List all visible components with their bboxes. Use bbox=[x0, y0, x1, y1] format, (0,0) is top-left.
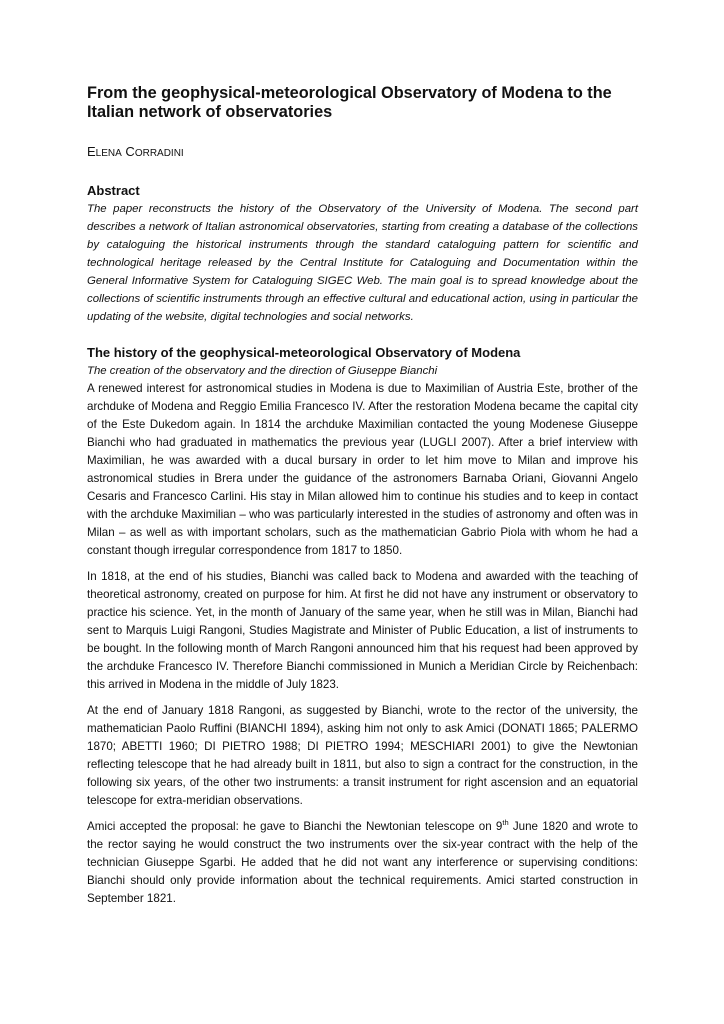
author-first-initial: E bbox=[87, 144, 96, 159]
citation-abetti-rest: BETTI bbox=[129, 740, 163, 753]
author-first-rest: LENA bbox=[95, 148, 122, 159]
citation-lugli-rest: UGLI bbox=[429, 436, 457, 449]
citation-donati-year: 1865; bbox=[544, 722, 582, 735]
paragraph-1 bbox=[87, 380, 638, 560]
paragraph-4 bbox=[87, 818, 638, 908]
citation-abetti-initial: A bbox=[121, 740, 130, 753]
author-last-initial: C bbox=[125, 144, 135, 159]
citation-lugli-initial: L bbox=[423, 436, 430, 449]
citation-bianchi-year: 1894), asking him not only to ask Amici ( bbox=[286, 722, 502, 735]
citation-palermo-initial: P bbox=[581, 722, 590, 735]
paper-title: From the geophysical-meteorological Observatory of Modena to the Italian network of observatories bbox=[87, 84, 612, 121]
citation-bianchi-initial: B bbox=[239, 722, 248, 735]
citation-dipietro-1994-initial-2: P bbox=[325, 740, 333, 753]
citation-meschiari-initial: M bbox=[410, 740, 420, 753]
paragraph-4-part-b: June 1820 and wrote to the rector saying he would construct the two instruments over the six-year contract with the help of the technician Giuseppe Sgarbi. He added that he did not want any interference or supervising conditions: Bianchi should only provide information about the technical requirements. Amici started construction in September 1821. bbox=[87, 820, 639, 905]
section-heading: The history of the geophysical-meteorological Observatory of Modena bbox=[87, 345, 521, 360]
paragraph-3 bbox=[87, 702, 638, 810]
citation-donati-rest: ONATI bbox=[510, 722, 545, 735]
citation-dipietro-1994-rest: I bbox=[315, 740, 326, 753]
paper-page bbox=[87, 84, 638, 916]
citation-dipietro-1988-initial-2: P bbox=[222, 740, 230, 753]
citation-dipietro-1988-initial: D bbox=[204, 740, 213, 753]
citation-donati-initial: D bbox=[501, 722, 511, 735]
abstract-heading: Abstract bbox=[87, 183, 140, 198]
section-subheading: The creation of the observatory and the direction of Giuseppe Bianchi bbox=[87, 365, 438, 377]
citation-dipietro-1988-year: 1988; bbox=[265, 740, 308, 753]
citation-palermo-year: 1870; bbox=[87, 740, 122, 753]
paragraph-2: In 1818, at the end of his studies, Bianchi was called back to Modena and awarded with the teaching of theoretical astronomy, created on purpose for him. At first he did not have any instrument or observatory to practice his science. Yet, in the month of January of the same year, when he still was in Milan, Bianchi had sent to Marquis Luigi Rangoni, Studies Magistrate and Minister of Public Education, a list of instruments to be bought. In the following month of March Rangoni announced him that his request had been approved by the archduke Francesco IV. Therefore Bianchi commissioned in Munich a Meridian Circle by Reichenbach: this arrived in Modena in the middle of July 1823. bbox=[87, 570, 638, 691]
citation-dipietro-1994-rest-2: IETRO bbox=[332, 740, 369, 753]
author-name bbox=[87, 144, 638, 162]
citation-dipietro-1994-initial: D bbox=[307, 740, 316, 753]
citation-palermo-rest: ALERMO bbox=[589, 722, 638, 735]
paragraph-4-part-a: Amici accepted the proposal: he gave to Bianchi the Newtonian telescope on 9 bbox=[87, 820, 503, 833]
citation-bianchi-rest: IANCHI bbox=[247, 722, 287, 735]
paragraph-3-part-a: At the end of January 1818 Rangoni, as suggested by Bianchi, wrote to the rector of the university, the mathematician Paolo Ruffini ( bbox=[87, 704, 638, 735]
citation-abetti-year: 1960; bbox=[162, 740, 205, 753]
paragraph-3-part-b: to give the Newtonian reflecting telescope that he had already built in 1811, but also to sign a contract for the construction, in the following six years, of the other two instruments: a transit instrument for right ascension and an equatorial telescope for extra-meridian observations. bbox=[87, 740, 638, 807]
citation-meschiari-year: 2001) bbox=[474, 740, 511, 753]
citation-dipietro-1994-year: 1994; bbox=[368, 740, 411, 753]
abstract-text: The paper reconstructs the history of the Observatory of the University of Modena. The second part describes a network of Italian astronomical observatories, starting from creating a database of the collections by cataloguing the historical instruments through the standard cataloguing pattern for scientific and technological heritage released by the Central Institute for Cataloguing and Documentation within the General Informative System for Cataloguing SIGEC Web. The main goal is to spread knowledge about the collections of scientific instruments through an effective cultural and educational action, using in particular the updating of the website, digital technologies and social networks. bbox=[87, 203, 638, 323]
author-last-rest: ORRADINI bbox=[134, 148, 184, 159]
paragraph-1-part-a: A renewed interest for astronomical studies in Modena is due to Maximilian of Austria Este, brother of the archduke of Modena and Reggio Emilia Francesco IV. After the restoration Modena became the capital city of the Este Dukedom again. In 1814 the archduke Maximilian contacted the young Modenese Giuseppe Bianchi who had graduated in mathematics the previous year ( bbox=[87, 382, 638, 449]
paragraph-1-part-b: 2007). After a brief interview with Maximilian, he was awarded with a ducal bursary in order to let him move to Milan and improve his astronomical studies in Brera under the guidance of the astronomers Barnaba Oriani, Giovanni Angelo Cesaris and Francesco Carlini. His stay in Milan allowed him to continue his studies and to keep in contact with the archduke Maximilian – who was particularly interested in the studies of astronomy and often was in Milan – as well as with important scholars, such as the mathematician Gabrio Piola with whom he had a constant though irregular correspondence from 1817 to 1850. bbox=[87, 436, 638, 557]
ordinal-superscript: th bbox=[502, 818, 509, 828]
citation-dipietro-1988-rest-2: IETRO bbox=[229, 740, 266, 753]
citation-meschiari-rest: ESCHIARI bbox=[419, 740, 475, 753]
citation-dipietro-1988-rest: I bbox=[212, 740, 223, 753]
